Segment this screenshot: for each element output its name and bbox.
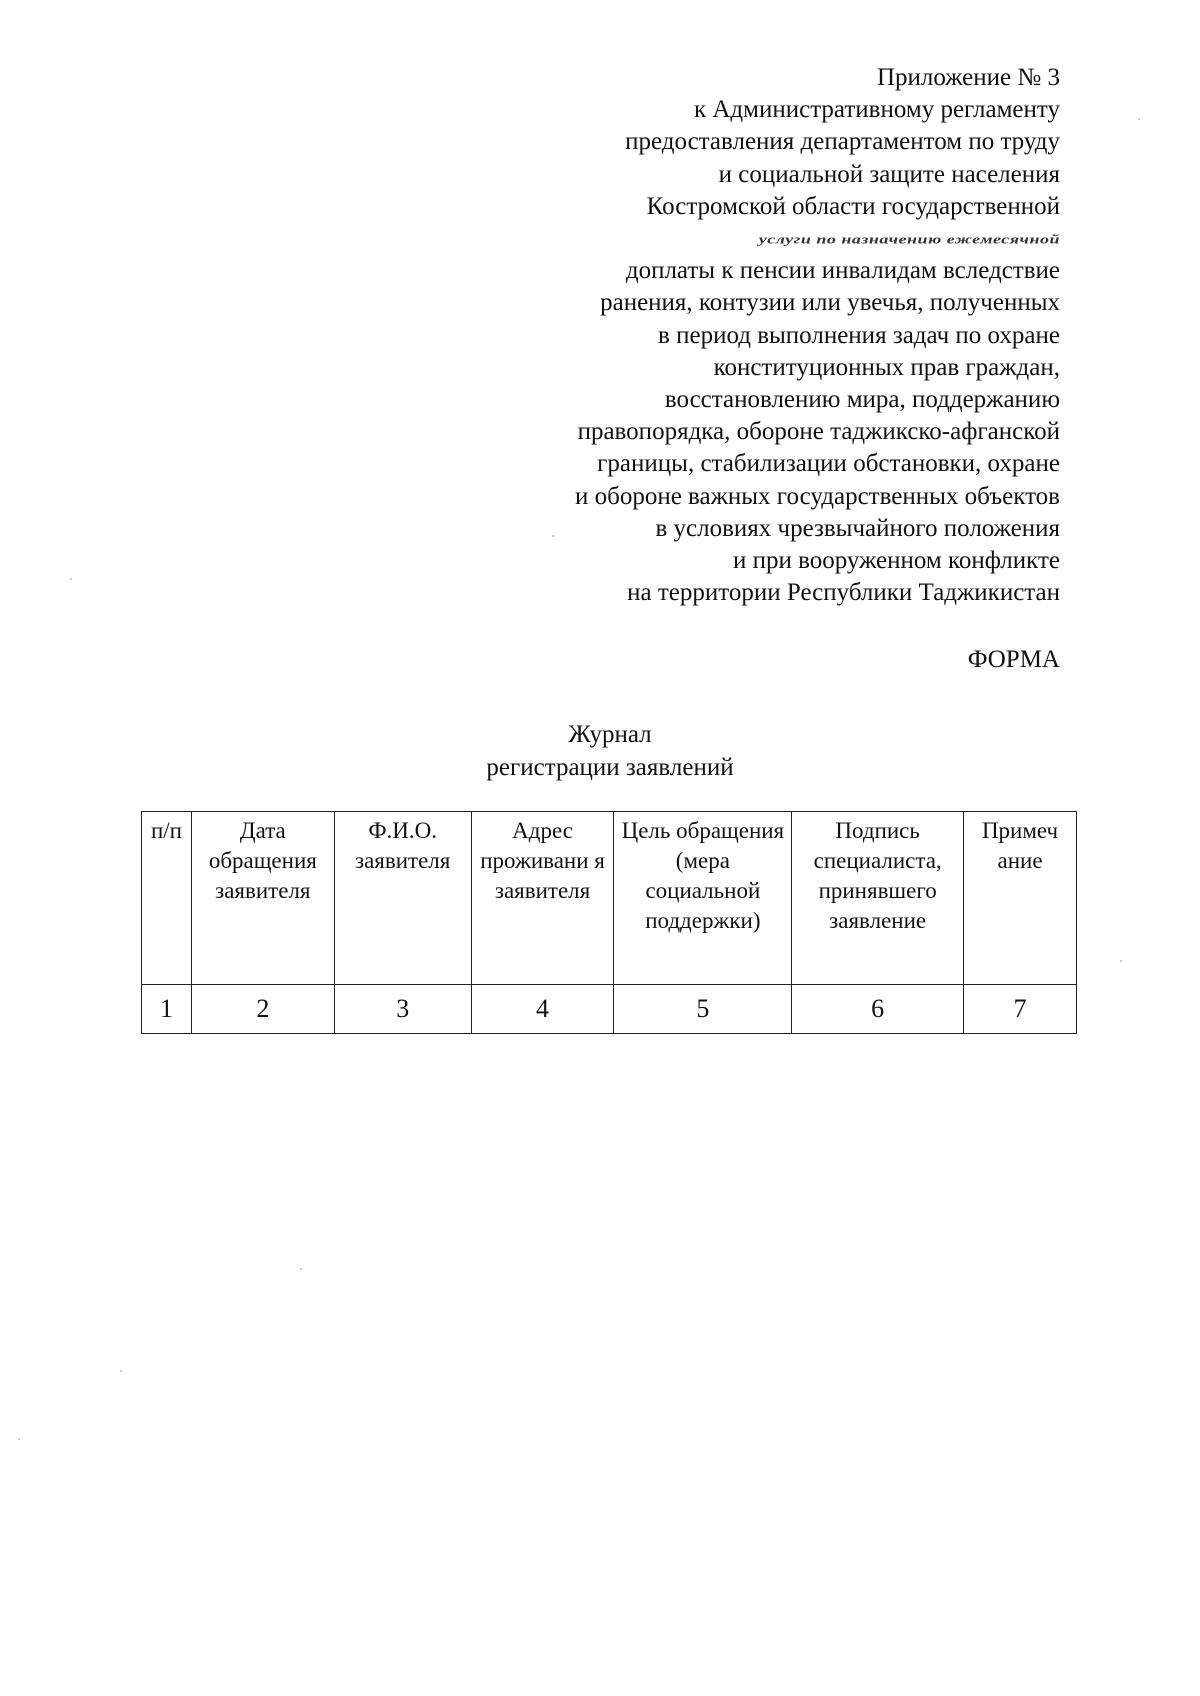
- scan-speck: [18, 1438, 20, 1440]
- appendix-header: [360, 62, 1060, 609]
- appendix-line: восстановлению мира, поддержанию: [664, 386, 1060, 414]
- appendix-line: доплаты к пенсии инвалидам вследствие: [625, 257, 1060, 285]
- appendix-line: предоставления департаментом по труду: [625, 128, 1060, 156]
- appendix-line: в условиях чрезвычайного положения: [655, 514, 1060, 542]
- header-cell-purpose: Цель обращения (мера социальной поддержки): [614, 812, 792, 985]
- journal-title-line2: регистрации заявлений: [486, 754, 734, 781]
- appendix-line: и при вооруженном конфликте: [732, 547, 1060, 575]
- column-number-cell: 7: [964, 985, 1077, 1034]
- column-number-cell: 2: [191, 985, 334, 1034]
- column-number-cell: 4: [471, 985, 614, 1034]
- header-cell-number: п/п: [142, 812, 192, 985]
- appendix-line: Костромской области государственной: [646, 192, 1060, 220]
- journal-title-line1: Журнал: [568, 721, 652, 748]
- registration-table: [141, 811, 1077, 1034]
- scan-speck: [120, 1370, 122, 1372]
- column-number-cell: 1: [142, 985, 192, 1034]
- appendix-line: правопорядка, обороне таджикско-афганской: [577, 418, 1060, 446]
- appendix-line: границы, стабилизации обстановки, охране: [597, 450, 1060, 478]
- appendix-line: конституционных прав граждан,: [713, 353, 1060, 381]
- header-cell-address: Адрес проживани я заявителя: [471, 812, 614, 985]
- appendix-line: в период выполнения задач по охране: [658, 321, 1060, 349]
- scan-speck: [300, 1268, 302, 1270]
- appendix-line: Приложение № 3: [876, 64, 1060, 91]
- appendix-line: ранения, контузии или увечья, полученных: [600, 289, 1060, 317]
- header-cell-signature: Подпись специалиста, принявшего заявление: [792, 812, 964, 985]
- appendix-line: и социальной защите населения: [718, 160, 1060, 188]
- appendix-line: к Административному регламенту: [693, 96, 1060, 124]
- appendix-line: на территории Республики Таджикистан: [627, 579, 1060, 607]
- form-label: ФОРМА: [967, 646, 1060, 673]
- appendix-line: услуги по назначению ежемесячной: [758, 231, 1060, 247]
- scan-speck: [70, 578, 72, 580]
- header-cell-date: Дата обращения заявителя: [191, 812, 334, 985]
- column-number-cell: 5: [614, 985, 792, 1034]
- header-cell-name: Ф.И.О. заявителя: [334, 812, 471, 985]
- scan-speck: [1120, 960, 1122, 962]
- table-header-row: [142, 812, 1077, 985]
- appendix-line: и обороне важных государственных объектов: [574, 482, 1060, 510]
- column-number-cell: 6: [792, 985, 964, 1034]
- column-number-cell: 3: [334, 985, 471, 1034]
- scan-speck: [552, 535, 554, 537]
- table-row: [142, 985, 1077, 1034]
- header-cell-note: Примеч ание: [964, 812, 1077, 985]
- scan-speck: [1138, 118, 1140, 120]
- journal-title: [340, 718, 880, 784]
